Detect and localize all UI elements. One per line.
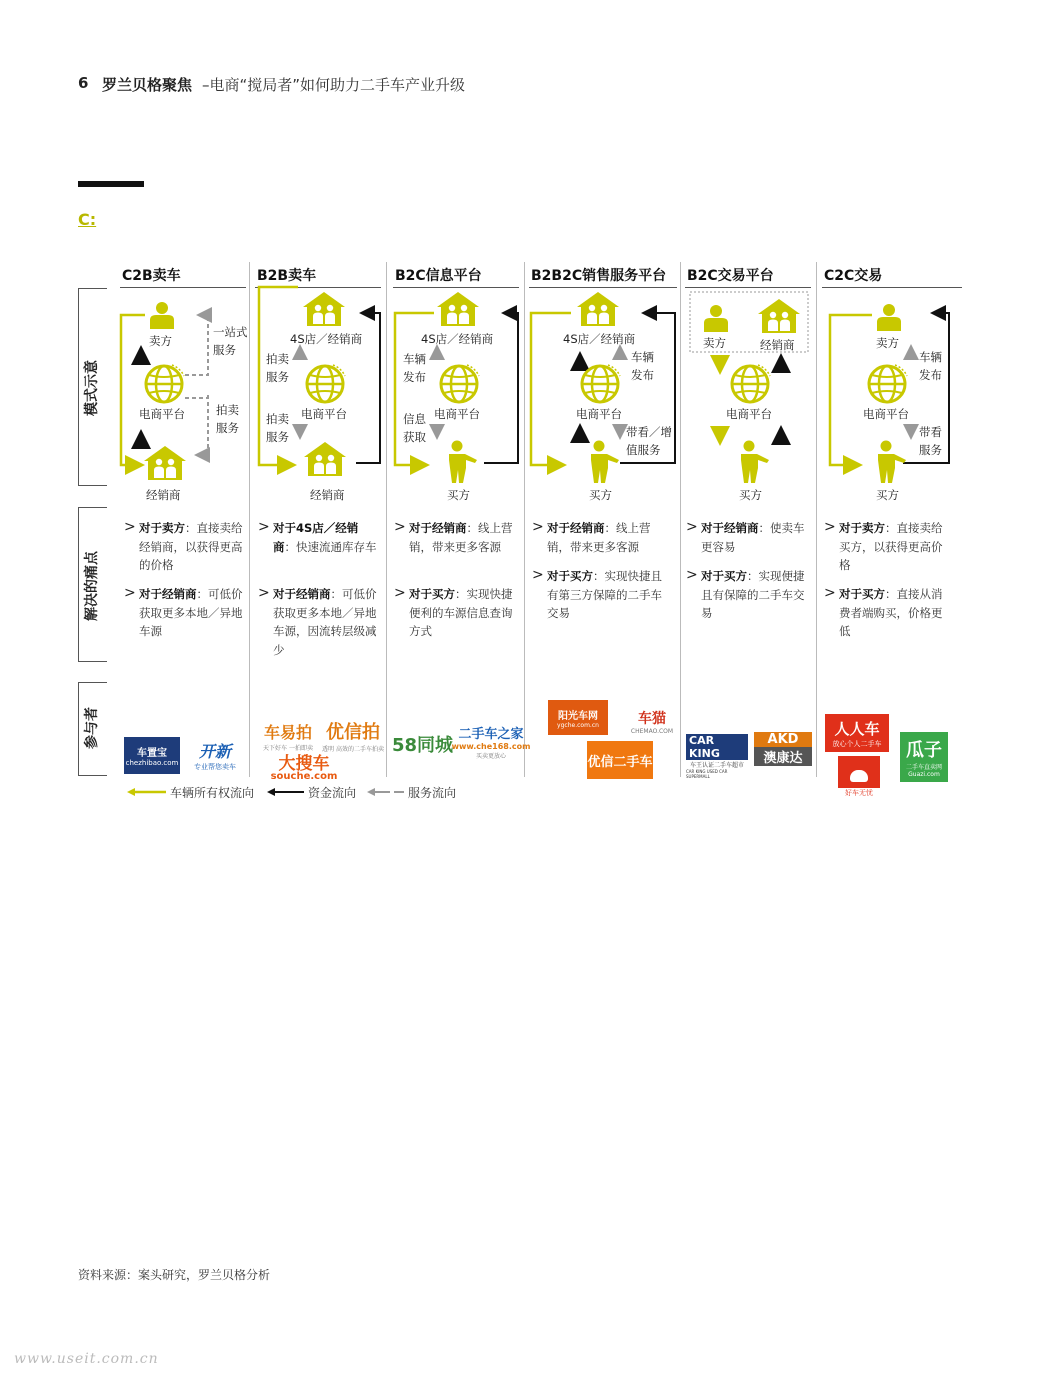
platform-globe-icon — [578, 362, 622, 406]
logo-kaixin: 开新 专业帮您卖车 — [194, 741, 236, 771]
buyer-label: 买方 — [589, 488, 612, 502]
platform-label: 电商平台 — [726, 407, 772, 421]
logo-yangguang: 阳光车网 ygche.com.cn — [548, 700, 608, 735]
pain-point-item: > 对于经销商：可低价获取更多本地／异地车源 — [124, 585, 243, 638]
legend-ownership-label: 车辆所有权流向 — [170, 786, 255, 800]
logo-chezhibao: 车置宝 chezhibao.com — [124, 737, 180, 774]
logo-guazi: 瓜子 二手车直卖网 Guazi.com — [900, 732, 948, 782]
logo-chemao: 车猫 CHEMAO.COM — [630, 711, 674, 735]
service-label: 拍卖服务 — [266, 412, 289, 444]
column-header-c2c: C2C交易 — [824, 268, 883, 284]
logo-aodakang: AKD 澳康达 — [754, 732, 812, 770]
platform-globe-icon — [865, 362, 909, 406]
platform-label: 电商平台 — [576, 407, 622, 421]
dealer-house-icon — [757, 298, 801, 334]
logo-cheyipai: 车易拍 天下好车 一拍即卖 — [263, 723, 313, 752]
logo-renrenche: 人人车 放心个人二手车 — [825, 714, 889, 752]
dealer-house-icon — [303, 441, 347, 477]
service-label: 信息获取 — [403, 412, 426, 444]
pain-point-item: > 对于买方：直接从消费者端购买，价格更低 — [824, 585, 943, 638]
column-header-b2c-trade: B2C交易平台 — [687, 268, 774, 284]
buyer-icon — [583, 440, 623, 484]
section-label: C: — [78, 210, 97, 229]
legend-ownership-arrow-icon — [126, 786, 170, 798]
store-house-icon — [302, 291, 346, 327]
service-label: 车辆发布 — [919, 350, 942, 382]
legend-funds-arrow-icon — [266, 786, 306, 798]
store-label: 4S店／经销商 — [290, 332, 363, 346]
buyer-label: 买方 — [876, 488, 899, 502]
brand-title: 罗兰贝格聚焦 — [102, 76, 193, 94]
platform-globe-icon — [142, 362, 186, 406]
dealer-label: 经销商 — [760, 338, 795, 352]
pain-point-item: > 对于买方：实现快捷且有第三方保障的二手车交易 — [532, 567, 662, 620]
legend-service-label: 服务流向 — [408, 786, 457, 800]
seller-icon — [701, 303, 731, 333]
logo-cheking: CAR KING 车王认证二手车超市 CAR KING USED CAR SUPERMALL — [686, 734, 748, 779]
pain-point-item: > 对于买方：实现快捷便利的车源信息查询方式 — [394, 585, 513, 638]
dealer-label: 经销商 — [146, 488, 181, 502]
page-number: 6 — [78, 74, 89, 92]
buyer-label: 买方 — [447, 488, 470, 502]
logo-58tongcheng: 58同城 — [392, 735, 454, 756]
car-icon — [850, 770, 868, 782]
column-header-b2c-info: B2C信息平台 — [395, 268, 482, 284]
pain-point-item: > 对于经销商：线上营销，带来更多客源 — [394, 519, 513, 554]
column-header-b2b2c: B2B2C销售服务平台 — [531, 268, 667, 284]
service-label: 车辆发布 — [403, 352, 426, 384]
platform-label: 电商平台 — [434, 407, 480, 421]
platform-globe-icon — [303, 362, 347, 406]
platform-globe-icon — [728, 362, 772, 406]
logo-youxinpai: 优信拍 透明 高效的二手车拍卖 — [322, 722, 384, 753]
buyer-icon — [870, 440, 910, 484]
seller-icon — [147, 300, 177, 330]
logo-che168: 二手车之家 www.che168.com 买卖更放心 — [451, 727, 531, 760]
legend-service-arrow-icon — [366, 786, 406, 798]
pain-point-item: > 对于经销商：线上营销，带来更多客源 — [532, 519, 651, 554]
platform-label: 电商平台 — [139, 407, 185, 421]
logo-haoche: 好车无忧 — [838, 756, 880, 798]
row-label-model: 模式示意 — [84, 360, 100, 416]
column-header-c2b: C2B卖车 — [122, 268, 181, 284]
store-label: 4S店／经销商 — [421, 332, 494, 346]
service-label: 带看服务 — [919, 425, 942, 457]
legend-funds-label: 资金流向 — [308, 786, 357, 800]
platform-globe-icon — [437, 362, 481, 406]
column-header-b2b: B2B卖车 — [257, 268, 317, 284]
service-label: 拍卖服务 — [266, 352, 289, 384]
platform-label: 电商平台 — [301, 407, 347, 421]
pain-point-item: > 对于经销商：使卖车更容易 — [686, 519, 805, 554]
pain-point-item: > 对于买方：实现便捷且有保障的二手车交易 — [686, 567, 805, 620]
buyer-label: 买方 — [739, 488, 762, 502]
dealer-label: 经销商 — [310, 488, 345, 502]
service-label: 带看／增值服务 — [626, 425, 672, 457]
store-house-icon — [576, 291, 620, 327]
seller-label: 卖方 — [149, 334, 172, 348]
source-note: 资料来源：案头研究，罗兰贝格分析 — [78, 1268, 271, 1282]
seller-label: 卖方 — [703, 336, 726, 350]
pain-point-item: > 对于经销商：可低价获取更多本地／异地车源，因流转层级减少 — [258, 585, 377, 657]
platform-label: 电商平台 — [863, 407, 909, 421]
page-title: –电商“搅局者”如何助力二手车产业升级 — [202, 76, 466, 94]
pain-point-item: > 对于卖方：直接卖给买方，以获得更高价格 — [824, 519, 943, 572]
logo-youxin: 优信二手车 — [587, 741, 653, 779]
service-label: 车辆发布 — [631, 350, 654, 382]
buyer-icon — [441, 440, 481, 484]
pain-point-item: > 对于4S店／经销商：快速流通库存车 — [258, 519, 377, 554]
row-label-participants: 参与者 — [84, 707, 100, 749]
seller-icon — [874, 302, 904, 332]
store-house-icon — [436, 291, 480, 327]
buyer-icon — [733, 440, 773, 484]
pain-point-item: > 对于卖方：直接卖给经销商，以获得更高的价格 — [124, 519, 243, 572]
service-label: 一站式服务 — [213, 325, 248, 357]
row-label-painpoints: 解决的痛点 — [84, 551, 100, 621]
seller-label: 卖方 — [876, 336, 899, 350]
store-label: 4S店／经销商 — [563, 332, 636, 346]
service-label: 拍卖服务 — [216, 403, 239, 435]
dealer-house-icon — [143, 445, 187, 481]
logo-dasouche: 大搜车 souche.com — [270, 754, 338, 782]
watermark: www.useit.com.cn — [14, 1351, 159, 1367]
